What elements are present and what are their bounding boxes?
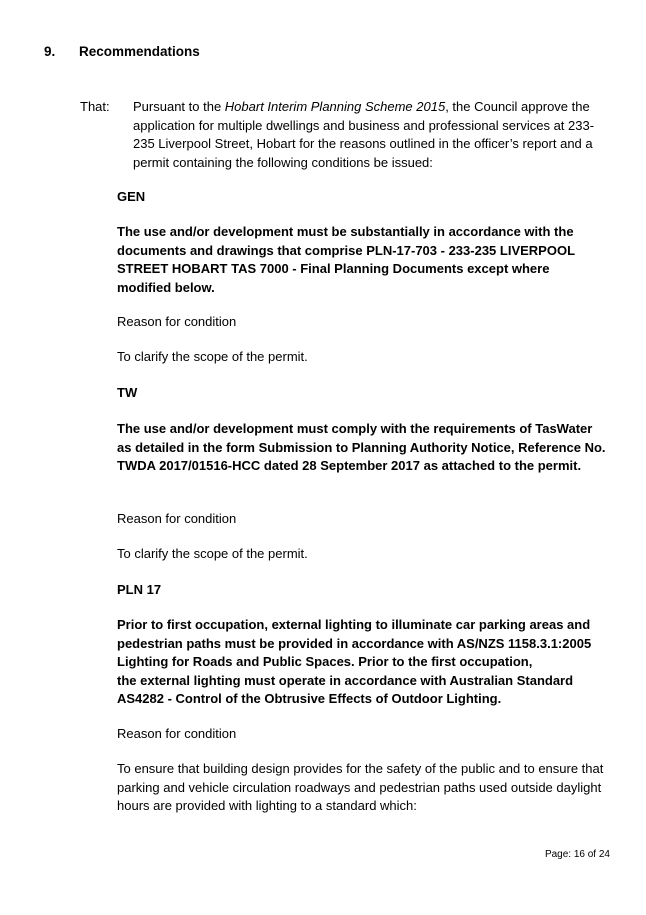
condition-text-pln17-part2: the external lighting must operate in accordance with Australian Standard AS4282 - Control of the Obtrusive Effects of Outdoor Lighting. [117,672,574,706]
that-label: That: [80,99,110,114]
intro-text-after: , the Council approve the application for multiple dwellings and business and professional services at 233-235 Liverpool Street, Hobart for the reasons outlined in the officer’s report and a permit containing the following conditions be issued: [133,99,595,170]
condition-text-tw: The use and/or development must comply with the requirements of TasWater as detailed in the form Submission to Planning Authority Notice, Reference No. TWDA 2017/01516-HCC dated 28 September 2017 as attached to the permit. [117,421,606,473]
section-title: Recommendations [79,44,200,59]
condition-code-gen: GEN [117,189,146,204]
section-number: 9. [44,44,56,59]
condition-text-pln17-part1: Prior to first occupation, external lighting to illuminate car parking areas and pedestrian paths must be provided in accordance with AS/NZS 1158.3.1:2005 Lighting for Roads and Public Spaces. Prior to the first occupation, [117,617,592,669]
reason-label-tw: Reason for condition [117,511,237,526]
reason-text-gen: To clarify the scope of the permit. [117,349,308,364]
page-number: Page: 16 of 24 [544,849,610,860]
intro-text-before: Pursuant to the [133,99,225,114]
reason-label-gen: Reason for condition [117,314,237,329]
condition-code-pln17: PLN 17 [117,582,162,597]
planning-scheme-name: Hobart Interim Planning Scheme 2015 [224,99,446,114]
reason-label-pln17: Reason for condition [117,726,237,741]
section-heading [44,44,200,59]
intro-paragraph [133,98,603,172]
condition-text-pln17 [117,616,607,709]
reason-text-pln17: To ensure that building design provides for the safety of the public and to ensure that parking and vehicle circulation roadways and pedestrian paths used outside daylight hours are provided with lighting to a standard which: [117,761,604,813]
reason-text-tw: To clarify the scope of the permit. [117,546,308,561]
condition-code-tw: TW [117,385,138,400]
condition-text-gen: The use and/or development must be substantially in accordance with the documents and drawings that comprise PLN-17-703 - 233-235 LIVERPOOL STREET HOBART TAS 7000 - Final Planning Documents except where modified below. [117,224,575,295]
